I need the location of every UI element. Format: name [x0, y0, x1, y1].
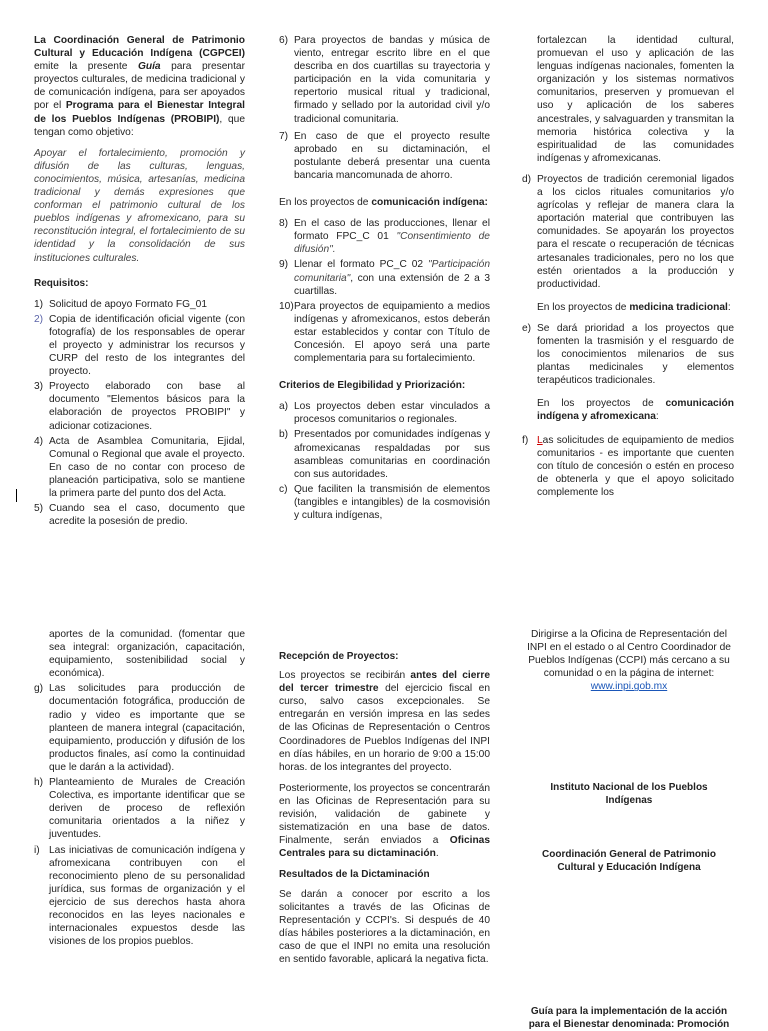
comunicacion-heading: En los proyectos de comunicación indígena:	[279, 197, 488, 209]
list-item: 2) Copia de identificación oficial vigente (con fotografía) de los responsables de operar el proyecto y administrar los recursos y CURP del resto de los integrantes del proyecto.	[34, 313, 245, 378]
concentracion-text: Posteriormente, los proyectos se concentrarán en las Oficinas de Representación para su revisión, validación de gabinete y sistematización en una base de datos. Finalmente, serán enviados a Oficinas Centrales para su dictaminación.	[279, 782, 490, 860]
guia-title: Guía para la implementación de la acción para el Bienestar denominada: Promoción	[528, 1006, 730, 1031]
criterios-list-cont	[522, 173, 734, 291]
inpi-website-link[interactable]: www.inpi.gob.mx	[590, 681, 668, 693]
intro-program: Programa para el Bienestar Integral de los Pueblos Indígenas (PROBIPI)	[34, 100, 245, 125]
column-6	[524, 628, 734, 1031]
comunicacion-list	[279, 217, 490, 365]
list-item: 10) Para proyectos de equipamiento a medios indígenas y afromexicanos, estos deberán estar establecidos y contar con Título de Concesión. El apoyo será una parte complementaria para su fortalecimiento.	[279, 300, 490, 365]
list-item: 9) Llenar el formato PC_C 02 "Participación comunitaria", con una extensión de 2 a 3 cuartillas.	[279, 259, 490, 297]
medicina-heading: En los proyectos de medicina tradicional:	[537, 301, 731, 313]
recepcion-heading: Recepción de Proyectos:	[279, 651, 399, 662]
list-item: e) Se dará prioridad a los proyectos que fomenten la trasmisión y el resguardo de los conocimientos milenarios de sus plantas medicinales y elementos terapéuticos tradicionales.	[522, 322, 734, 387]
comunicacion-afro-heading: En los proyectos de comunicación indígena y afromexicana:	[537, 398, 734, 423]
column-1	[34, 34, 245, 530]
intro-paragraph: La Coordinación General de Patrimonio Cultural y Educación Indígena (CGPCEI) emite la presente Guía para presentar proyectos culturales, de medicina tradicional y de comunicación indígena, para ser apoyados por el Programa para el Bienestar Integral de los Pueblos Indígenas (PROBIPI), que tengan como objetivo:	[34, 35, 245, 138]
list-item: h) Planteamiento de Murales de Creación Colectiva, es importante identificar que se deriven de proceso de reflexión comunitaria orientados a la niñez y juventudes.	[34, 777, 245, 841]
requisitos-heading: Requisitos:	[34, 277, 89, 289]
criterios-heading: Criterios de Elegibilidad y Priorización:	[279, 380, 466, 392]
list-item: 4) Acta de Asamblea Comunitaria, Ejidal, Comunal o Regional que avale el proyecto. En caso de no contar con proceso de planeación participativa, solo se mantiene la primera parte del punto dos del Acta.	[34, 435, 245, 499]
list-item: i) Las iniciativas de comunicación indígena y afromexicana contribuyen con el reconocimiento pleno de su personalidad jurídica, sus formas de organización y el ejercicio de sus derechos hasta ahora reconocidos en las leyes nacionales e internacionales expuestos desde las visiones de los propios pueblos.	[34, 844, 245, 948]
recepcion-text: Los proyectos se recibirán antes del cierre del tercer trimestre del ejercicio fiscal en curso, salvo casos excepcionales. Se entregarán en versión impresa en las sedes de las Oficinas de Representación o Centros Coordinadores de Pueblos Indígenas del INPI en días hábiles, en un horario de 9:00 a 15:00 horas. de los integrantes del proyecto.	[279, 670, 491, 773]
resultados-heading: Resultados de la Dictaminación	[279, 869, 430, 881]
cgpcei-name: Coordinación General de Patrimonio Cultural y Educación Indígena	[542, 849, 716, 874]
column-4	[34, 628, 245, 950]
list-item: 1) Solicitud de apoyo Formato FG_01	[34, 298, 207, 310]
inpi-name: Instituto Nacional de los Pueblos Indígenas	[550, 782, 708, 807]
objective-text: Apoyar el fortalecimiento, promoción y difusión de las culturas, lenguas, conocimientos, música, artesanías, medicina tradicional y demás expresiones que conforman el patrimonio cultural de los pueblos indígenas y afromexicano, para su reconstitución integral, el fortalecimiento de su identidad y la consolidación de sus instituciones culturales.	[34, 147, 245, 264]
column-3	[522, 34, 734, 501]
resultados-text: Se darán a conocer por escrito a los solicitantes a través de las Oficinas de Representación y CCPI's. Si después de 40 días hábiles posteriores a la dictaminación, en caso de que el INPI no emita una resolución en sentido favorable, aplicará la negativa ficta.	[279, 888, 490, 965]
dirigirse-text: Dirigirse a la Oficina de Representación del INPI en el estado o al Centro Coordinador de Pueblos Indígenas (CCPI) más cercano a su comunidad o en la página de internet: www.inpi.gob.mx	[527, 629, 731, 693]
list-item: a) Los proyectos deben estar vinculados a procesos comunitarios o regionales.	[279, 401, 490, 426]
list-item: 3) Proyecto elaborado con base al documento "Elementos básicos para la elaboración de proyectos PROBIPI" y adicionar cotizaciones.	[34, 381, 245, 432]
list-item: 5) Cuando sea el caso, documento que acredite la posesión de predio.	[34, 503, 245, 528]
list-item: d) Proyectos de tradición ceremonial ligados a los ciclos rituales comunitarios y/o agrícolas y reflejar de manera clara la aportación material que contribuyen las comunidades. Se apoyarán los proyectos para el rescate o recuperación de técnicas artesanales tradicionales, pero no los que estén orientados a la producción y productividad.	[522, 173, 734, 290]
requisitos-list	[34, 298, 245, 529]
intro-org: La Coordinación General de Patrimonio Cultural y Educación Indígena (CGPCEI)	[34, 35, 245, 60]
intro-guia: Guía	[137, 61, 161, 73]
column-5	[279, 650, 490, 974]
column-2	[279, 34, 490, 524]
list-item: 6) Para proyectos de bandas y música de viento, entregar escrito libre en el que describa en dos cuartillas su trayectoria y participación en la vida comunitaria y repertorio musical ritual y tradicional, firmado y sellado por la autoridad civil y/o tradicional comunitaria.	[279, 35, 490, 125]
list-item: b) Presentados por comunidades indígenas y afromexicanas respaldadas por sus asambleas comunitarias en coordinación con sus autoridades.	[279, 429, 490, 480]
list-item: 8) En el caso de las producciones, llenar el formato FPC_C 01 "Consentimiento de difusión".	[279, 218, 490, 256]
equipamiento-continuation: aportes de la comunidad. (fomentar que sea integral: organización, capacitación, equipamiento, sostenibilidad social y económica).	[49, 629, 245, 680]
list-item: g) Las solicitudes para producción de documentación fotográfica, producción de radio y video es importante que se planteen de manera integral (capacitación, equipamiento, producción y difusión de los productos finales, así como la continuidad que le darán a la actividad).	[34, 683, 245, 773]
list-item: f) Las solicitudes de equipamiento de medios comunitarios - es importante que cuenten con título de concesión o estén en proceso de obtenerla y que el apoyo solicitado complemente los	[522, 434, 734, 498]
text-cursor	[16, 489, 17, 502]
list-item: 7) En caso de que el proyecto resulte aprobado en su dictaminación, el postulante deberá presentar una cuenta bancaria mancomunada de ahorro.	[279, 130, 490, 181]
list-item: c) Que faciliten la transmisión de elementos (tangibles e intangibles) de la cosmovisión y cultura indígenas,	[279, 483, 490, 521]
criterios-list	[279, 400, 490, 522]
criterios-continuation: fortalezcan la identidad cultural, promuevan el uso y aplicación de las lenguas indígenas nacionales, fomenten la organización y los sistemas normativos comunitarios, preserven y promuevan el uso y aplicación de los saberes ancestrales, y salvaguarden y transmitan la memoria histórica colectiva y la espiritualidad de las comunidades indígenas y afromexicanas.	[537, 35, 734, 164]
requisitos-list-cont	[279, 34, 490, 182]
